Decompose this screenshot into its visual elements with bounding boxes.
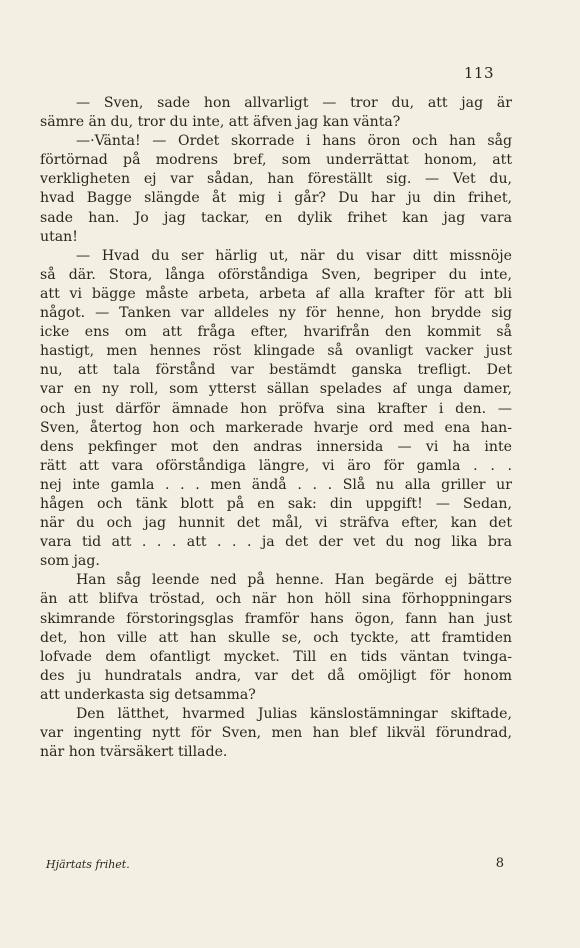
text-line: skimrande förstoringsglas framför hans ögon, fann han just — [40, 610, 512, 627]
paragraph — [40, 571, 512, 705]
text-line: verkligheten ej var sådan, han föreställt sig. — Vet du, — [40, 171, 512, 188]
text-line: — Sven, sade hon allvarligt — tror du, att jag är — [76, 95, 512, 111]
text-line: des ju hundratals andra, var det då omöjligt för honom — [40, 667, 512, 684]
text-line: nej inte gamla . . . men ändå . . . Slå nu alla griller ur — [40, 476, 512, 493]
paragraph — [40, 705, 512, 762]
paragraph — [40, 132, 512, 247]
text-line: var en ny roll, som ytterst sällan spelades af unga damer, — [40, 381, 512, 398]
text-line: att vi bägge måste arbeta, arbeta af alla krafter för att bli — [40, 285, 512, 302]
signature-mark: Hjärtats frihet. — [46, 858, 130, 871]
text-line: Sven, återtog hon och markerade hvarje ord med ena han- — [40, 419, 512, 436]
text-line: det, hon ville att han skulle se, och tyckte, att framtiden — [40, 629, 512, 646]
text-line: Den lätthet, hvarmed Julias känslostämningar skiftade, — [76, 706, 512, 722]
text-line: som jag. — [40, 553, 100, 570]
text-line: rätt att vara oförståndiga längre, vi äro för gamla . . . — [40, 457, 512, 474]
text-line: än att blifva tröstad, och när hon höll sina förhoppningars — [40, 591, 512, 608]
text-line: när hon tvärsäkert tillade. — [40, 744, 228, 761]
text-line: lofvade dem ofantligt mycket. Till en tids väntan tvinga- — [40, 648, 512, 665]
text-line: hastigt, men hennes röst klingade så ovanligt vacker just — [40, 343, 512, 360]
text-line: vara tid att . . . att . . . ja det der vet du nog lika bra — [40, 534, 512, 551]
text-line: sämre än du, tror du inte, att äfven jag kan vänta? — [40, 114, 401, 131]
text-line: och just därför ämnade hon pröfva sina krafter i den. — — [40, 400, 512, 417]
text-line: något. — Tanken var alldeles ny för henne, hon brydde sig — [40, 305, 512, 322]
text-line: sade han. Jo jag tackar, en dylik frihet kan jag vara — [40, 209, 512, 226]
text-line: utan! — [40, 228, 78, 245]
paragraph — [40, 247, 512, 572]
paragraph — [40, 94, 512, 132]
text-line: förtörnad på modrens bref, som underrättat honom, att — [40, 152, 512, 169]
text-line: dens pekfinger mot den andras innersida — vi ha inte — [40, 438, 512, 455]
page-number: 113 — [463, 64, 494, 82]
text-line: Han såg leende ned på henne. Han begärde ej bättre — [76, 572, 512, 589]
text-line: när du och jag hunnit det mål, vi sträfva efter, kan det — [40, 515, 512, 532]
text-line: hågen och tänk blott på en sak: din uppgift! — Sedan, — [40, 495, 512, 512]
text-line: nu, att tala förstånd var bestämdt ganska trefligt. Det — [40, 362, 512, 379]
text-line: var ingenting nytt för Sven, men han blef likväl förundrad, — [40, 725, 512, 742]
sheet-signature-number: 8 — [495, 856, 504, 871]
text-line: att underkasta sig detsamma? — [40, 686, 256, 703]
text-line: icke ens om att fråga efter, hvarifrån den kommit så — [40, 324, 512, 341]
text-line: hvad Bagge slängde åt mig i går? Du har ju din frihet, — [40, 190, 512, 207]
body-text — [40, 94, 512, 762]
text-line: — Hvad du ser härlig ut, när du visar ditt missnöje — [76, 247, 512, 264]
text-line: så där. Stora, långa oförståndiga Sven, begriper du inte, — [40, 266, 512, 283]
text-line: —·Vänta! — Ordet skorrade i hans öron och han såg — [76, 133, 512, 150]
